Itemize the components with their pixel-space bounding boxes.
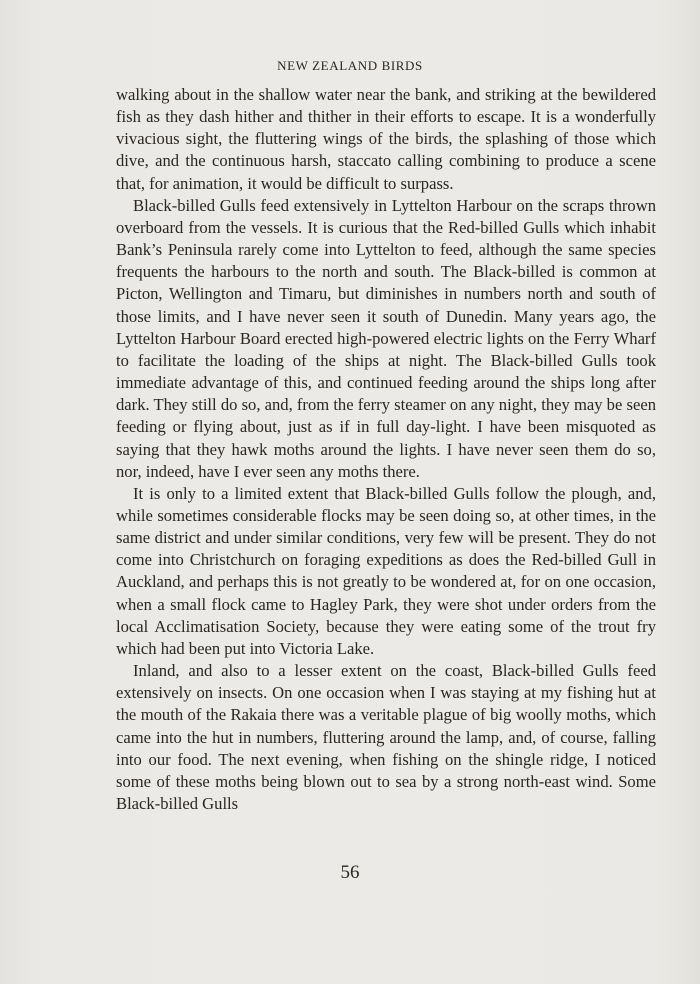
running-head: NEW ZEALAND BIRDS (277, 58, 423, 73)
page-number: 56 (340, 862, 360, 883)
body-text (116, 84, 656, 815)
paragraph-lyttelton-harbour: Black-billed Gulls feed extensively in Lyttelton Harbour on the scraps thrown overboard from the vessels. It is curious that the Red-billed Gulls which inhabit Bank’s Peninsula rarely come into Lyttelton to feed, although the same species frequents the harbours to the north and south. The Black-billed is common at Picton, Wellington and Timaru, but diminishes in numbers north and south of those limits, and I have never seen it south of Dunedin. Many years ago, the Lyttelton Harbour Board erected high-powered electric lights on the Ferry Wharf to facilitate the loading of the ships at night. The Black-billed Gulls took immediate advantage of this, and continued feeding around the ships long after dark. They still do so, and, from the ferry steamer on any night, they may be seen feeding or flying about, just as if in full day-light. I have been misquoted as saying that they hawk moths around the lights. I have never seen them do so, nor, indeed, have I ever seen any moths there. (116, 195, 656, 481)
paragraph-insects: Inland, and also to a lesser extent on the coast, Black-billed Gulls feed extensively on insects. On one occasion when I was staying at my fishing hut at the mouth of the Rakaia there was a veritable plague of big woolly moths, which came into the hut in numbers, fluttering around the lamp, and, of course, falling into our food. The next evening, when fishing on the shingle ridge, I noticed some of these moths being blown out to sea by a strong north-east wind. Some Black-billed Gulls (116, 661, 656, 813)
paragraph-plough: It is only to a limited extent that Black-billed Gulls follow the plough, and, while sometimes considerable flocks may be seen doing so, at other times, in the same district and under similar conditions, very few will be present. They do not come into Christchurch on foraging expeditions as does the Red-billed Gull in Auckland, and perhaps this is not greatly to be wondered at, for on one occasion, when a small flock came to Hagley Park, they were shot under orders from the local Acclimatisation Society, because they were eating some of the trout fry which had been put into Victoria Lake. (116, 483, 656, 658)
paragraph-continued: walking about in the shallow water near the bank, and striking at the bewildered fish as they dash hither and thither in their efforts to escape. It is a wonderfully vivacious sight, the fluttering wings of the birds, the splashing of those which dive, and the continuous harsh, staccato calling combining to produce a scene that, for animation, it would be difficult to surpass. (116, 85, 656, 193)
